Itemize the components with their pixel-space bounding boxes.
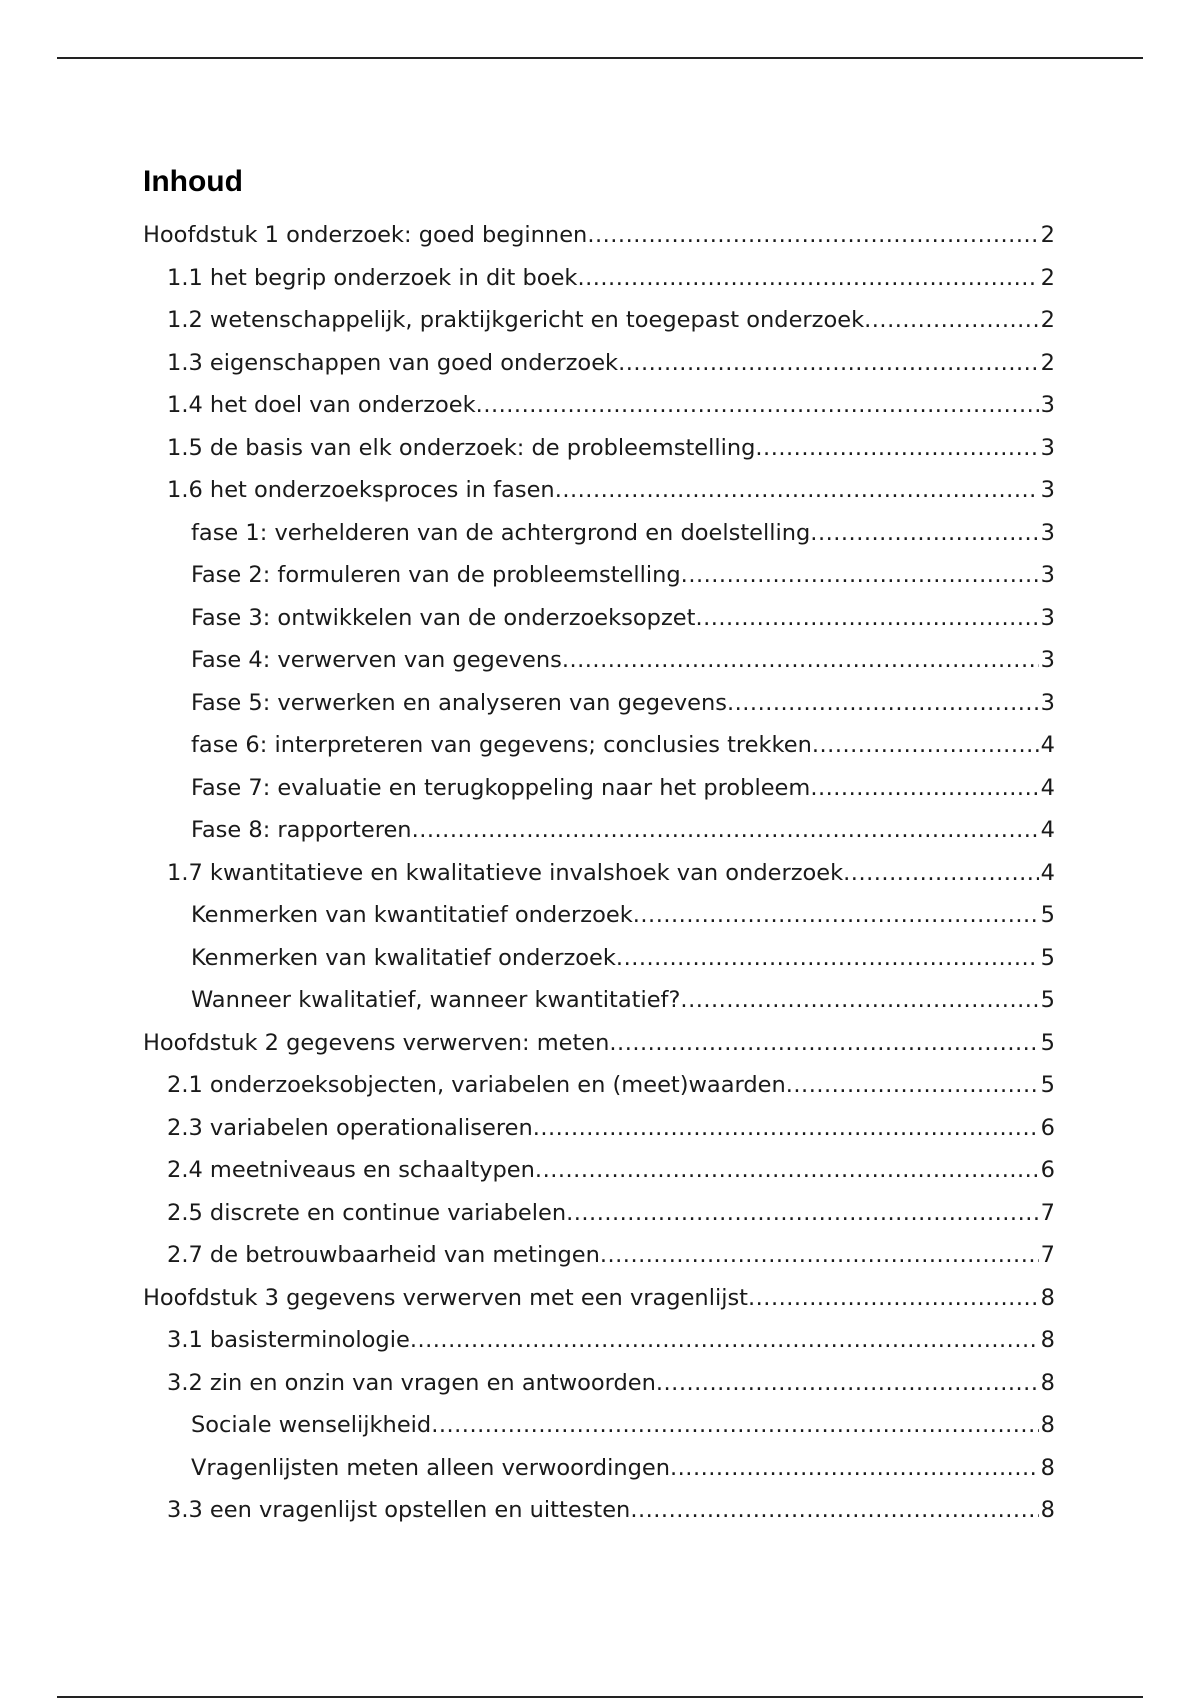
toc-page-number: 5 xyxy=(1040,1029,1055,1056)
toc-entry-title: 2.7 de betrouwbaarheid van metingen xyxy=(167,1242,600,1268)
toc-entry[interactable] xyxy=(143,299,1055,342)
toc-page-number: 3 xyxy=(1040,562,1055,588)
toc-entry-title: Fase 8: rapporteren xyxy=(191,817,412,843)
toc-dot-leader xyxy=(410,1319,1039,1362)
toc-entry[interactable] xyxy=(143,1489,1055,1532)
toc-entry-title: fase 6: interpreteren van gegevens; conclusies trekken xyxy=(191,732,812,758)
toc-dot-leader xyxy=(577,257,1038,300)
toc-entry-title: 2.5 discrete en continue variabelen xyxy=(167,1199,567,1226)
toc-dot-leader xyxy=(600,1234,1039,1277)
toc-entry-title: 3.2 zin en onzin van vragen en antwoorden xyxy=(167,1369,656,1396)
toc-dot-leader xyxy=(812,724,1039,767)
toc-dot-leader xyxy=(412,809,1039,852)
toc-entry-title: Hoofdstuk 2 gegevens verwerven: meten xyxy=(143,1029,610,1056)
toc-entry[interactable] xyxy=(143,554,1055,597)
toc-entry-title: 1.1 het begrip onderzoek in dit boek xyxy=(167,264,578,291)
toc-entry[interactable] xyxy=(143,512,1055,555)
toc-page-number: 8 xyxy=(1040,1327,1055,1353)
toc-dot-leader xyxy=(616,937,1039,980)
page-footer-rule xyxy=(57,1696,1143,1698)
toc-dot-leader xyxy=(680,979,1038,1022)
toc-dot-leader xyxy=(864,299,1039,342)
toc-entry-title: 2.4 meetniveaus en schaaltypen xyxy=(167,1157,535,1183)
toc-page-number: 4 xyxy=(1040,817,1055,843)
toc-dot-leader xyxy=(633,894,1039,937)
toc-dot-leader xyxy=(755,427,1038,470)
toc-entry[interactable] xyxy=(143,1064,1055,1107)
toc-page-number: 5 xyxy=(1040,987,1055,1013)
toc-entry-title: fase 1: verhelderen van de achtergrond en doelstelling xyxy=(191,519,811,546)
toc-entry-title: 1.4 het doel van onderzoek xyxy=(167,392,476,418)
toc-page-number: 3 xyxy=(1040,434,1055,461)
toc-page-number: 8 xyxy=(1040,1412,1055,1438)
toc-dot-leader xyxy=(618,342,1039,385)
toc-entry[interactable] xyxy=(143,809,1055,852)
toc-entry[interactable] xyxy=(143,1192,1055,1235)
toc-page-number: 3 xyxy=(1040,647,1055,673)
toc-dot-leader xyxy=(810,512,1038,555)
toc-page-number: 2 xyxy=(1040,307,1055,333)
toc-entry[interactable] xyxy=(143,724,1055,767)
toc-entry[interactable] xyxy=(143,214,1055,257)
toc-page-number: 3 xyxy=(1040,477,1055,503)
toc-dot-leader xyxy=(533,1107,1039,1150)
toc-entry-title: Fase 7: evaluatie en terugkoppeling naar het probleem xyxy=(191,774,811,801)
toc-page-number: 8 xyxy=(1040,1454,1055,1481)
toc-entry-title: Fase 3: ontwikkelen van de onderzoeksopzet xyxy=(191,604,696,631)
toc-entry[interactable] xyxy=(143,427,1055,470)
toc-page-number: 3 xyxy=(1040,689,1055,716)
toc-dot-leader xyxy=(431,1404,1038,1447)
toc-entry[interactable] xyxy=(143,1362,1055,1405)
toc-entry[interactable] xyxy=(143,894,1055,937)
toc-entry[interactable] xyxy=(143,597,1055,640)
toc-entry[interactable] xyxy=(143,384,1055,427)
toc-entry-title: 1.3 eigenschappen van goed onderzoek xyxy=(167,349,619,376)
toc-entry-title: Fase 4: verwerven van gegevens xyxy=(191,647,562,673)
toc-dot-leader xyxy=(681,554,1039,597)
toc-list xyxy=(143,214,1055,1532)
toc-page-number: 4 xyxy=(1040,732,1055,758)
toc-entry[interactable] xyxy=(143,767,1055,810)
toc-page-number: 6 xyxy=(1040,1114,1055,1141)
toc-entry-title: Fase 5: verwerken en analyseren van gegevens xyxy=(191,689,727,716)
toc-dot-leader xyxy=(535,1149,1039,1192)
toc-entry-title: 3.3 een vragenlijst opstellen en uittesten xyxy=(167,1497,631,1523)
toc-dot-leader xyxy=(810,767,1038,810)
page-header-rule xyxy=(57,57,1143,59)
toc-dot-leader xyxy=(695,597,1038,640)
toc-entry[interactable] xyxy=(143,1149,1055,1192)
toc-entry[interactable] xyxy=(143,1234,1055,1277)
toc-entry[interactable] xyxy=(143,1319,1055,1362)
table-of-contents xyxy=(143,162,1055,1532)
toc-dot-leader xyxy=(562,639,1039,682)
toc-entry[interactable] xyxy=(143,639,1055,682)
toc-page-number: 6 xyxy=(1040,1157,1055,1183)
toc-dot-leader xyxy=(843,852,1039,895)
toc-page-number: 7 xyxy=(1040,1242,1055,1268)
toc-entry[interactable] xyxy=(143,1404,1055,1447)
toc-page-number: 5 xyxy=(1040,1072,1055,1098)
toc-dot-leader xyxy=(555,469,1039,512)
toc-entry-title: 1.5 de basis van elk onderzoek: de probleemstelling xyxy=(167,434,756,461)
toc-page-number: 3 xyxy=(1040,519,1055,546)
toc-entry[interactable] xyxy=(143,852,1055,895)
toc-entry-title: 1.2 wetenschappelijk, praktijkgericht en toegepast onderzoek xyxy=(167,307,865,333)
toc-entry-title: Kenmerken van kwalitatief onderzoek xyxy=(191,944,616,971)
toc-entry-title: Vragenlijsten meten alleen verwoordingen xyxy=(191,1454,670,1481)
toc-dot-leader xyxy=(748,1277,1039,1320)
toc-entry[interactable] xyxy=(143,1107,1055,1150)
toc-page-number: 4 xyxy=(1040,859,1055,886)
toc-page-number: 2 xyxy=(1040,222,1055,248)
toc-dot-leader xyxy=(630,1489,1038,1532)
toc-title: Inhoud xyxy=(143,165,243,198)
toc-entry[interactable] xyxy=(143,1447,1055,1490)
toc-entry-title: Hoofdstuk 3 gegevens verwerven met een vragenlijst xyxy=(143,1284,748,1311)
toc-dot-leader xyxy=(670,1447,1039,1490)
toc-page-number: 3 xyxy=(1040,604,1055,631)
toc-dot-leader xyxy=(587,214,1038,257)
toc-page-number: 5 xyxy=(1040,944,1055,971)
toc-page-number: 3 xyxy=(1040,392,1055,418)
toc-entry-title: 2.3 variabelen operationaliseren xyxy=(167,1114,533,1141)
toc-entry-title: Kenmerken van kwantitatief onderzoek xyxy=(191,902,633,928)
toc-entry-title: 1.6 het onderzoeksproces in fasen xyxy=(167,477,555,503)
toc-page-number: 8 xyxy=(1040,1284,1055,1311)
toc-dot-leader xyxy=(727,682,1039,725)
toc-entry-title: 2.1 onderzoeksobjecten, variabelen en (meet)waarden xyxy=(167,1072,786,1098)
toc-entry[interactable] xyxy=(143,1277,1055,1320)
toc-entry[interactable] xyxy=(143,682,1055,725)
toc-entry[interactable] xyxy=(143,257,1055,300)
toc-page-number: 4 xyxy=(1040,774,1055,801)
toc-page-number: 7 xyxy=(1040,1199,1055,1226)
toc-entry[interactable] xyxy=(143,342,1055,385)
toc-entry-title: 1.7 kwantitatieve en kwalitatieve invalshoek van onderzoek xyxy=(167,859,844,886)
toc-entry[interactable] xyxy=(143,1022,1055,1065)
toc-dot-leader xyxy=(609,1022,1038,1065)
toc-dot-leader xyxy=(566,1192,1039,1235)
toc-entry-title: Wanneer kwalitatief, wanneer kwantitatief? xyxy=(191,987,681,1013)
toc-entry-title: 3.1 basisterminologie xyxy=(167,1327,410,1353)
toc-dot-leader xyxy=(476,384,1039,427)
toc-dot-leader xyxy=(786,1064,1039,1107)
toc-page-number: 2 xyxy=(1040,349,1055,376)
toc-entry[interactable] xyxy=(143,937,1055,980)
toc-entry-title: Hoofdstuk 1 onderzoek: goed beginnen xyxy=(143,222,588,248)
toc-page-number: 8 xyxy=(1040,1497,1055,1523)
toc-dot-leader xyxy=(656,1362,1039,1405)
toc-entry[interactable] xyxy=(143,469,1055,512)
toc-page-number: 5 xyxy=(1040,902,1055,928)
toc-entry-title: Fase 2: formuleren van de probleemstelling xyxy=(191,562,681,588)
toc-entry[interactable] xyxy=(143,979,1055,1022)
toc-page-number: 8 xyxy=(1040,1369,1055,1396)
toc-entry-title: Sociale wenselijkheid xyxy=(191,1412,432,1438)
toc-page-number: 2 xyxy=(1040,264,1055,291)
